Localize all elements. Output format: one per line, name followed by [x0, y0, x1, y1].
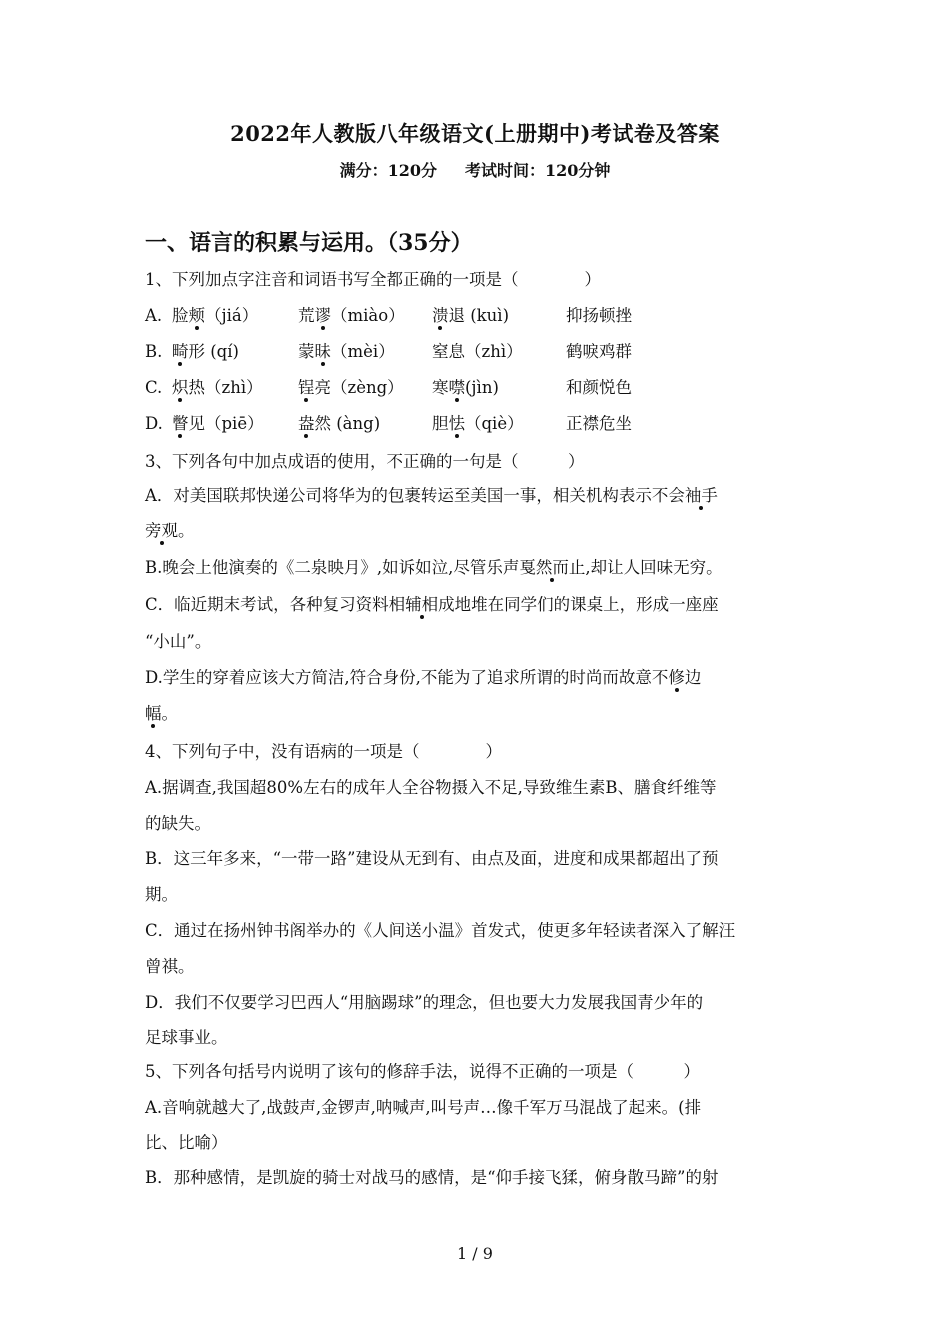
q1-option-d-word1: 瞥见（piē）	[172, 414, 264, 433]
q3-option-c-line1: C．临近期末考试，各种复习资料相辅相成地堆在同学们的课桌上，形成一座座	[145, 595, 719, 614]
q1-option-c-letter: C.	[145, 378, 163, 397]
q1-option-c-word1: 炽热（zhì）	[172, 378, 263, 397]
q5-option-b-line1: B．那种感情，是凯旋的骑士对战马的感情，是“仰手接飞猱，俯身散马蹄”的射	[145, 1168, 719, 1187]
q1-option-a-letter: A.	[145, 306, 163, 325]
q1-option-b-letter: B.	[145, 342, 163, 361]
q1-option-b-word1: 畸形 (qí)	[172, 342, 239, 361]
section-heading: 一、语言的积累与运用。（35分）	[145, 230, 473, 256]
page-number: 1 / 9	[457, 1244, 493, 1263]
q3-stem: 3、下列各句中加点成语的使用，不正确的一句是（ ）	[145, 452, 585, 471]
q5-option-a-line1: A.音响就越大了,战鼓声,金锣声,呐喊声,叫号声…像千军万马混战了起来。(排	[145, 1098, 702, 1117]
q1-option-d-word2: 盎然 (àng)	[298, 414, 381, 433]
q1-option-b-word4: 鹤唳鸡群	[566, 342, 632, 361]
document-title: 2022年人教版八年级语文(上册期中)考试卷及答案	[230, 121, 720, 146]
q1-option-a-word1: 脸颊（jiá）	[172, 306, 259, 325]
q4-option-d-line2: 足球事业。	[145, 1028, 228, 1047]
q1-option-d-letter: D.	[145, 414, 163, 433]
q3-option-c-line2: “小山”。	[145, 632, 212, 651]
q4-option-a-line2: 的缺失。	[145, 814, 211, 833]
q1-stem: 1、下列加点字注音和词语书写全都正确的一项是（ ）	[145, 270, 601, 289]
q5-option-a-line2: 比、比喻）	[145, 1133, 228, 1152]
q5-stem: 5、下列各句括号内说明了该句的修辞手法，说得不正确的一项是（ ）	[145, 1062, 700, 1081]
q1-option-a-word4: 抑扬顿挫	[566, 306, 632, 325]
q3-option-d-line2: 幅。	[145, 704, 178, 723]
exam-meta	[0, 158, 950, 181]
q4-stem: 4、下列句子中，没有语病的一项是（ ）	[145, 742, 502, 761]
q4-option-a-line1: A.据调查,我国超80%左右的成年人全谷物摄入不足,导致维生素B、膳食纤维等	[145, 778, 717, 797]
q4-option-c-line2: 曾祺。	[145, 957, 195, 976]
q4-option-d-line1: D．我们不仅要学习巴西人“用脑踢球”的理念，但也要大力发展我国青少年的	[145, 993, 704, 1012]
q4-option-b-line2: 期。	[145, 885, 178, 904]
q1-option-d-word4: 正襟危坐	[566, 414, 632, 433]
q3-option-b: B.晚会上他演奏的《二泉映月》,如诉如泣,尽管乐声戛然而止,却让人回味无穷。	[145, 558, 723, 577]
score-label: 满分：120分	[339, 161, 437, 180]
q1-option-a-word3: 溃退 (kuì)	[432, 306, 510, 325]
q1-option-c-word4: 和颜悦色	[566, 378, 632, 397]
q1-option-c-word2: 锃亮（zèng）	[298, 378, 404, 397]
q1-option-c-word3: 寒噤(jìn)	[432, 378, 499, 397]
q3-option-a-line1: A．对美国联邦快递公司将华为的包裹转运至美国一事，相关机构表示不会袖手	[145, 486, 718, 505]
q3-option-a-line2: 旁观。	[145, 521, 195, 540]
q4-option-c-line1: C．通过在扬州钟书阁举办的《人间送小温》首发式，使更多年轻读者深入了解汪	[145, 921, 736, 940]
q1-option-b-word2: 蒙昧（mèi）	[298, 342, 395, 361]
q4-option-b-line1: B．这三年多来，“一带一路”建设从无到有、由点及面，进度和成果都超出了预	[145, 849, 719, 868]
time-label: 考试时间：120分钟	[465, 161, 611, 180]
q1-option-b-word3: 窒息（zhì）	[432, 342, 523, 361]
q3-option-d-line1: D.学生的穿着应该大方简洁,符合身份,不能为了追求所谓的时尚而故意不修边	[145, 668, 702, 687]
q1-option-d-word3: 胆怯（qiè）	[432, 414, 524, 433]
q1-option-a-word2: 荒谬（miào）	[298, 306, 405, 325]
